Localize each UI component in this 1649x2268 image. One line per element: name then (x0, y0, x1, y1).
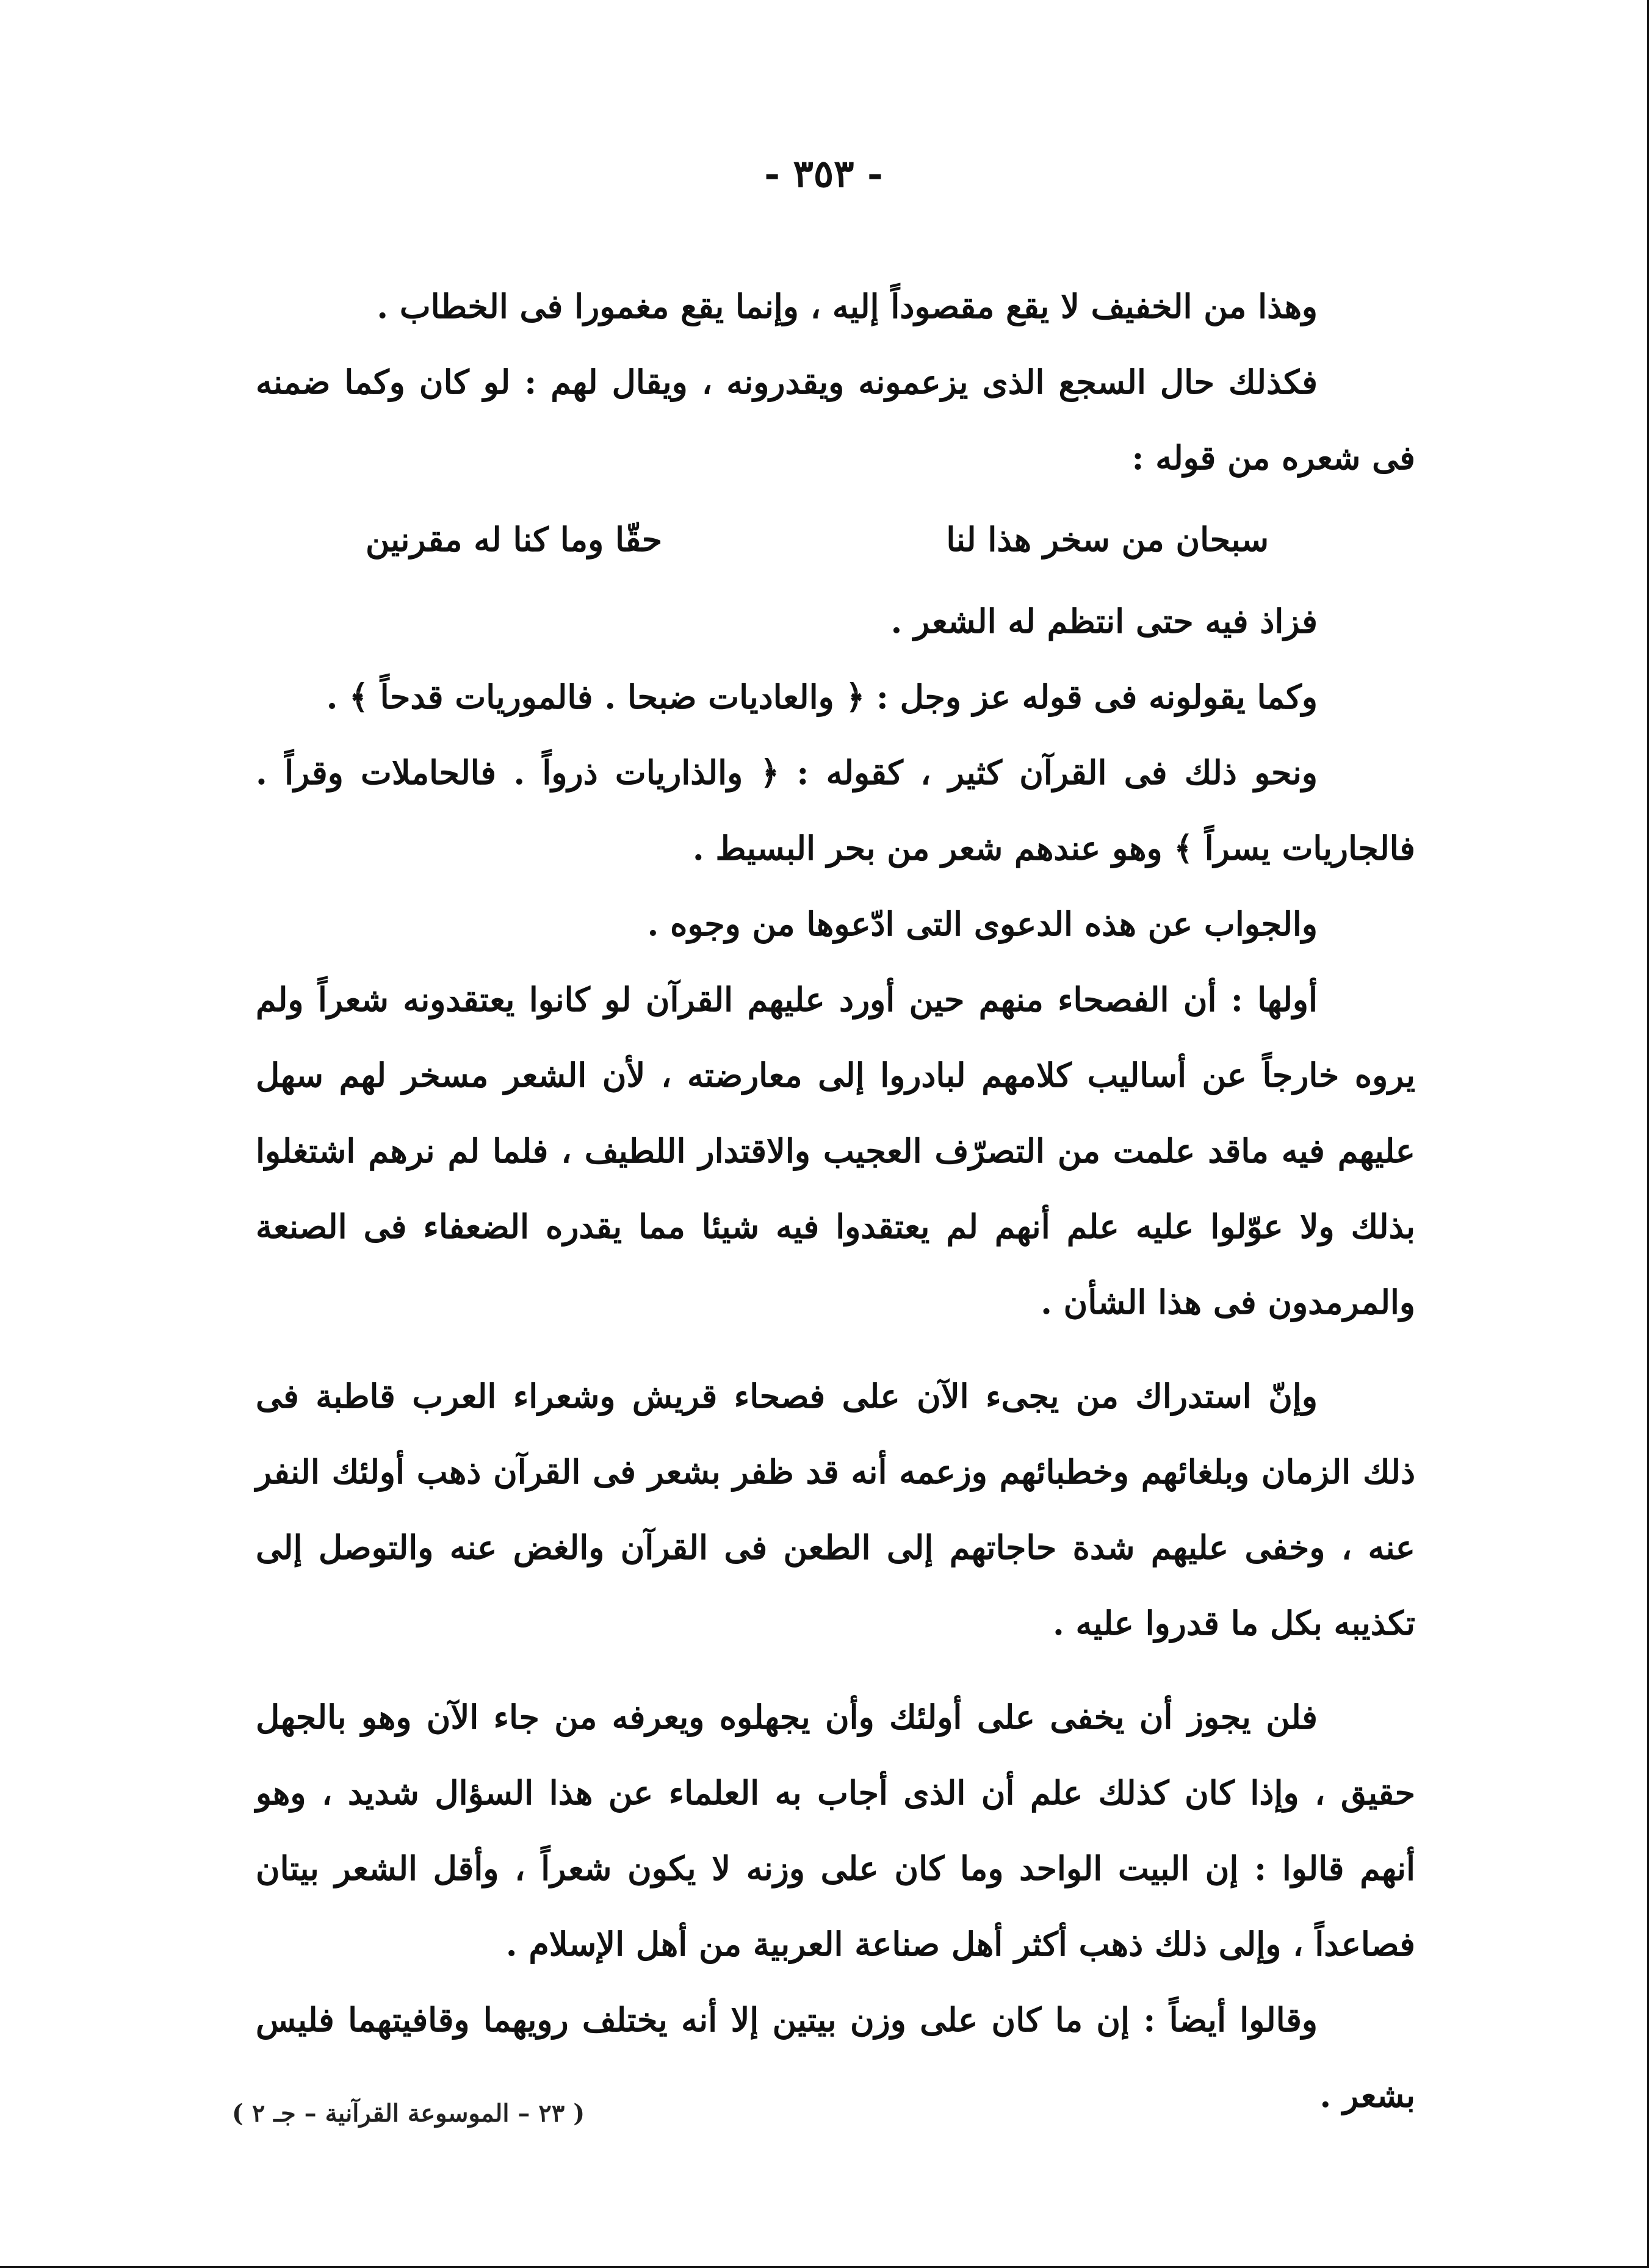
paragraph: فلن يجوز أن يخفى على أولئك وأن يجهلوه ويعرفه من جاء الآن وهو بالجهل حقيق ، وإذا كان كذلك علم أن الذى أجاب به العلماء عن هذا السؤال شديد ، وهو أنهم قالوا : إن البيت الواحد وما كان على وزنه لا يكون شعراً ، وأقل الشعر بيتان فصاعداً ، وإلى ذلك ذهب أكثر أهل صناعة العربية من أهل الإسلام . (256, 1697, 1415, 1964)
paragraph: ونحو ذلك فى القرآن كثير ، كقوله : ﴿ والذاريات ذرواً . فالحاملات وقراً . فالجاريات يسراً ﴾ وهو عندهم شعر من بحر البسيط . (256, 753, 1415, 868)
verse-second-hemistich: حقّا وما كنا له مقرنين (366, 520, 663, 559)
paragraph: وإنّ استدراك من يجىء الآن على فصحاء قريش وشعراء العرب قاطبة فى ذلك الزمان وبلغائهم وخطبائهم وزعمه أنه قد ظفر بشعر فى القرآن ذهب أولئك النفر عنه ، وخفى عليهم شدة حاجاتهم إلى الطعن فى القرآن والغض عنه والتوصل إلى تكذيبه بكل ما قدروا عليه . (256, 1377, 1415, 1643)
page-number: - ٣٥٣ - (764, 151, 883, 196)
body-text (256, 268, 1415, 2133)
paragraph: والجواب عن هذه الدعوى التى ادّعوها من وجوه . (647, 904, 1318, 943)
poetry-verse (256, 502, 1415, 577)
paragraph: وكما يقولونه فى قوله عز وجل : ﴿ والعاديات ضبحا . فالموريات قدحاً ﴾ . (326, 677, 1318, 716)
paragraph: فزاذ فيه حتى انتظم له الشعر . (890, 602, 1318, 641)
paragraph: وقالوا أيضاً : إن ما كان على وزن بيتين إلا أنه يختلف رويهما وقافيتهما فليس بشعر . (256, 2000, 1415, 2115)
paragraph: أولها : أن الفصحاء منهم حين أورد عليهم القرآن لو كانوا يعتقدونه شعراً ولم يروه خارجاً عن أساليب كلامهم لبادروا إلى معارضته ، لأن الشعر مسخر لهم سهل عليهم فيه ماقد علمت من التصرّف العجيب والاقتدار اللطيف ، فلما لم نرهم اشتغلوا بذلك ولا عوّلوا عليه علم أنهم لم يعتقدوا فيه شيئا مما يقدره الضعفاء فى الصنعة والمرمدون فى هذا الشأن . (256, 980, 1416, 1322)
verse-first-hemistich: سبحان من سخر هذا لنا (946, 520, 1269, 559)
footer-signature: ( ٢٣ – الموسوعة القرآنية – جـ ٢ ) (232, 2099, 585, 2128)
paragraph: فكذلك حال السجع الذى يزعمونه ويقدرونه ، ويقال لهم : لو كان وكما ضمنه فى شعره من قوله : (256, 362, 1415, 477)
paragraph: وهذا من الخفيف لا يقع مقصوداً إليه ، وإنما يقع مغمورا فى الخطاب . (377, 287, 1318, 326)
